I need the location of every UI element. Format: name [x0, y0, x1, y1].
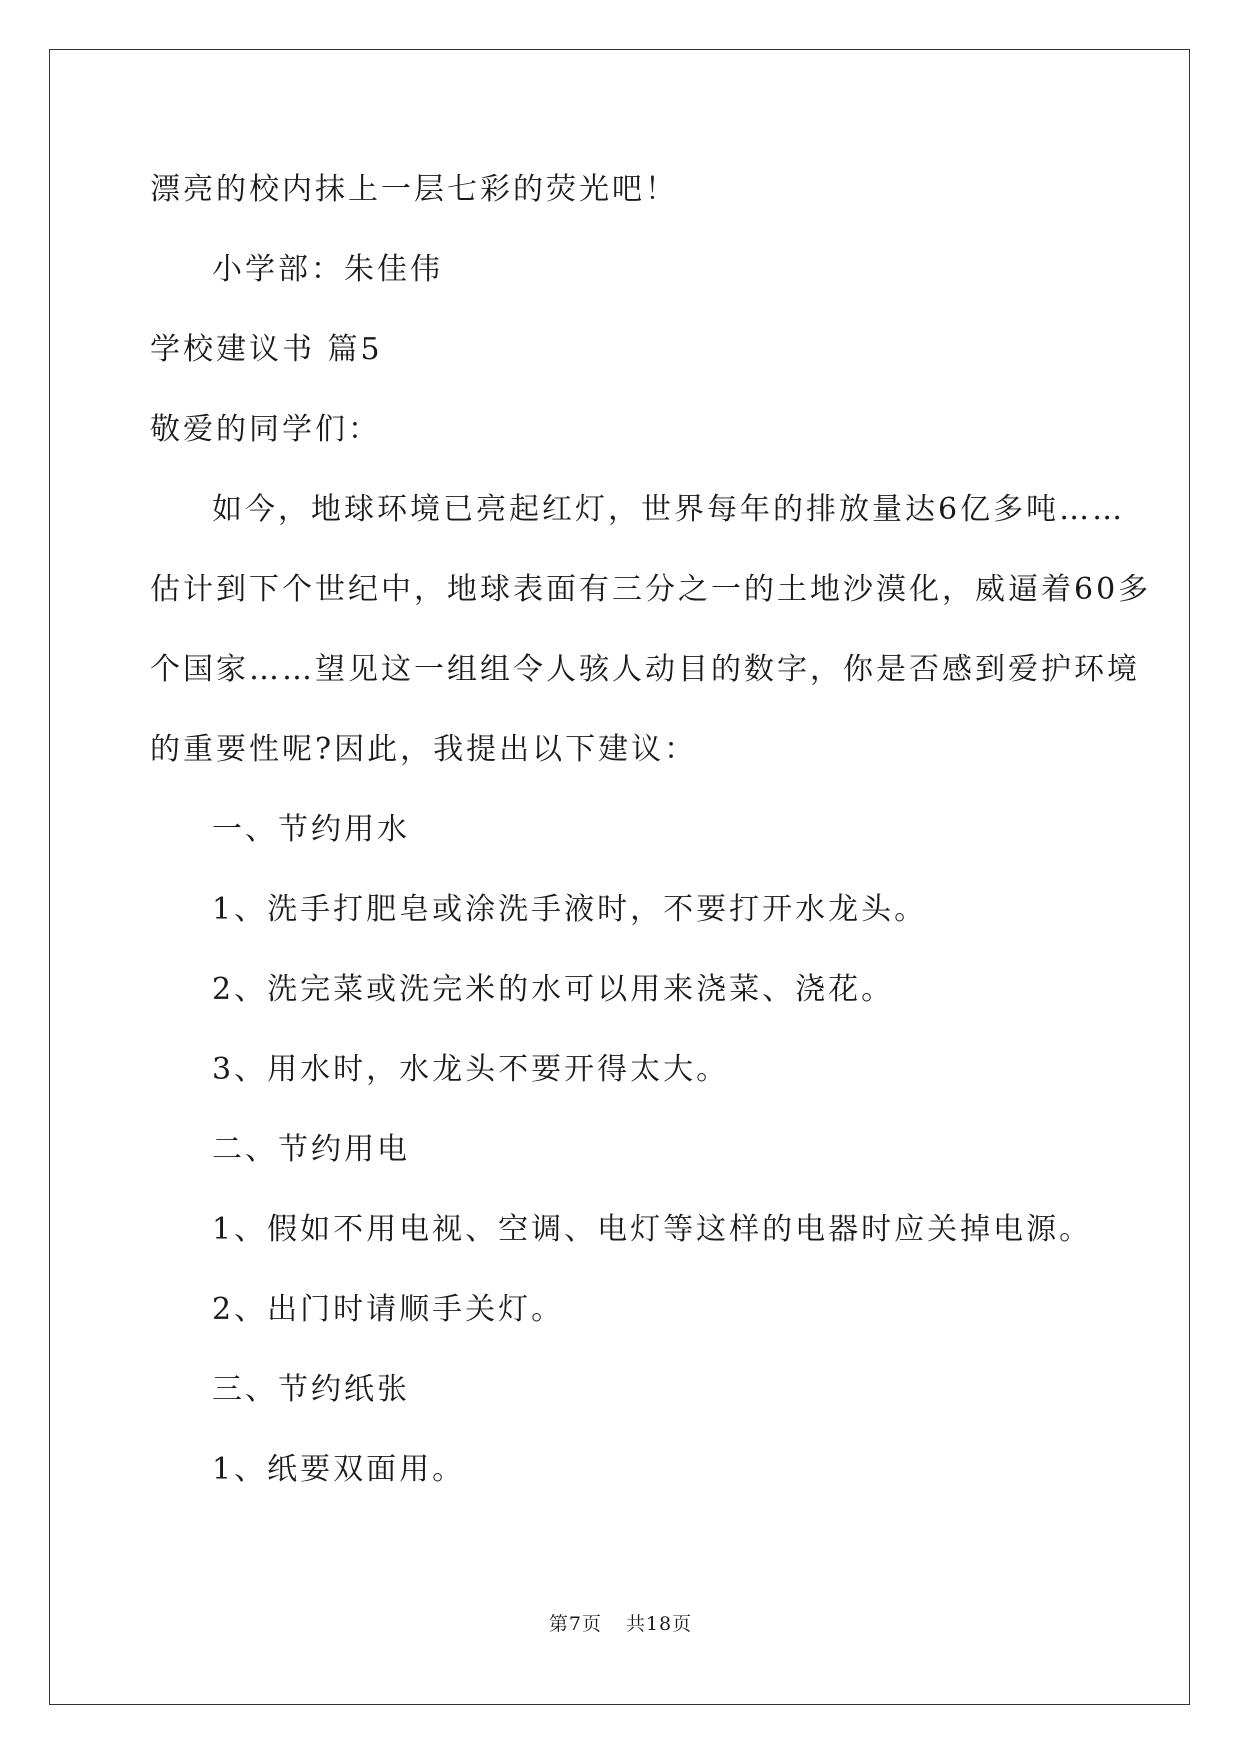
section-title: 学校建议书 篇5 — [150, 332, 383, 367]
text-line: 漂亮的校内抹上一层七彩的荧光吧！ — [150, 172, 678, 207]
list-item: 1、假如不用电视、空调、电灯等这样的电器时应关掉电源。 — [212, 1212, 1093, 1247]
list-item: 1、洗手打肥皂或涂洗手液时，不要打开水龙头。 — [212, 892, 928, 927]
salutation: 敬爱的同学们： — [150, 412, 381, 447]
paragraph-line: 如今，地球环境已亮起红灯，世界每年的排放量达6亿多吨…… — [212, 492, 1126, 527]
subsection-heading: 三、节约纸张 — [212, 1372, 410, 1407]
subsection-heading: 一、节约用水 — [212, 812, 410, 847]
subsection-heading: 二、节约用电 — [212, 1132, 410, 1167]
list-item: 2、洗完菜或洗完米的水可以用来浇菜、浇花。 — [212, 972, 895, 1007]
page-footer — [0, 1612, 1241, 1636]
author-line: 小学部：朱佳伟 — [212, 252, 443, 287]
list-item: 1、纸要双面用。 — [212, 1452, 466, 1487]
page-total: 共18页 — [625, 1613, 693, 1635]
list-item: 2、出门时请顺手关灯。 — [212, 1292, 565, 1327]
paragraph-line: 的重要性呢?因此，我提出以下建议： — [150, 732, 698, 767]
paragraph-line: 个国家……望见这一组组令人骇人动目的数字，你是否感到爱护环境 — [150, 652, 1140, 687]
list-item: 3、用水时，水龙头不要开得太大。 — [212, 1052, 730, 1087]
paragraph-line: 估计到下个世纪中，地球表面有三分之一的土地沙漠化，威逼着60多 — [150, 572, 1152, 607]
page-number: 第7页 — [548, 1613, 602, 1635]
